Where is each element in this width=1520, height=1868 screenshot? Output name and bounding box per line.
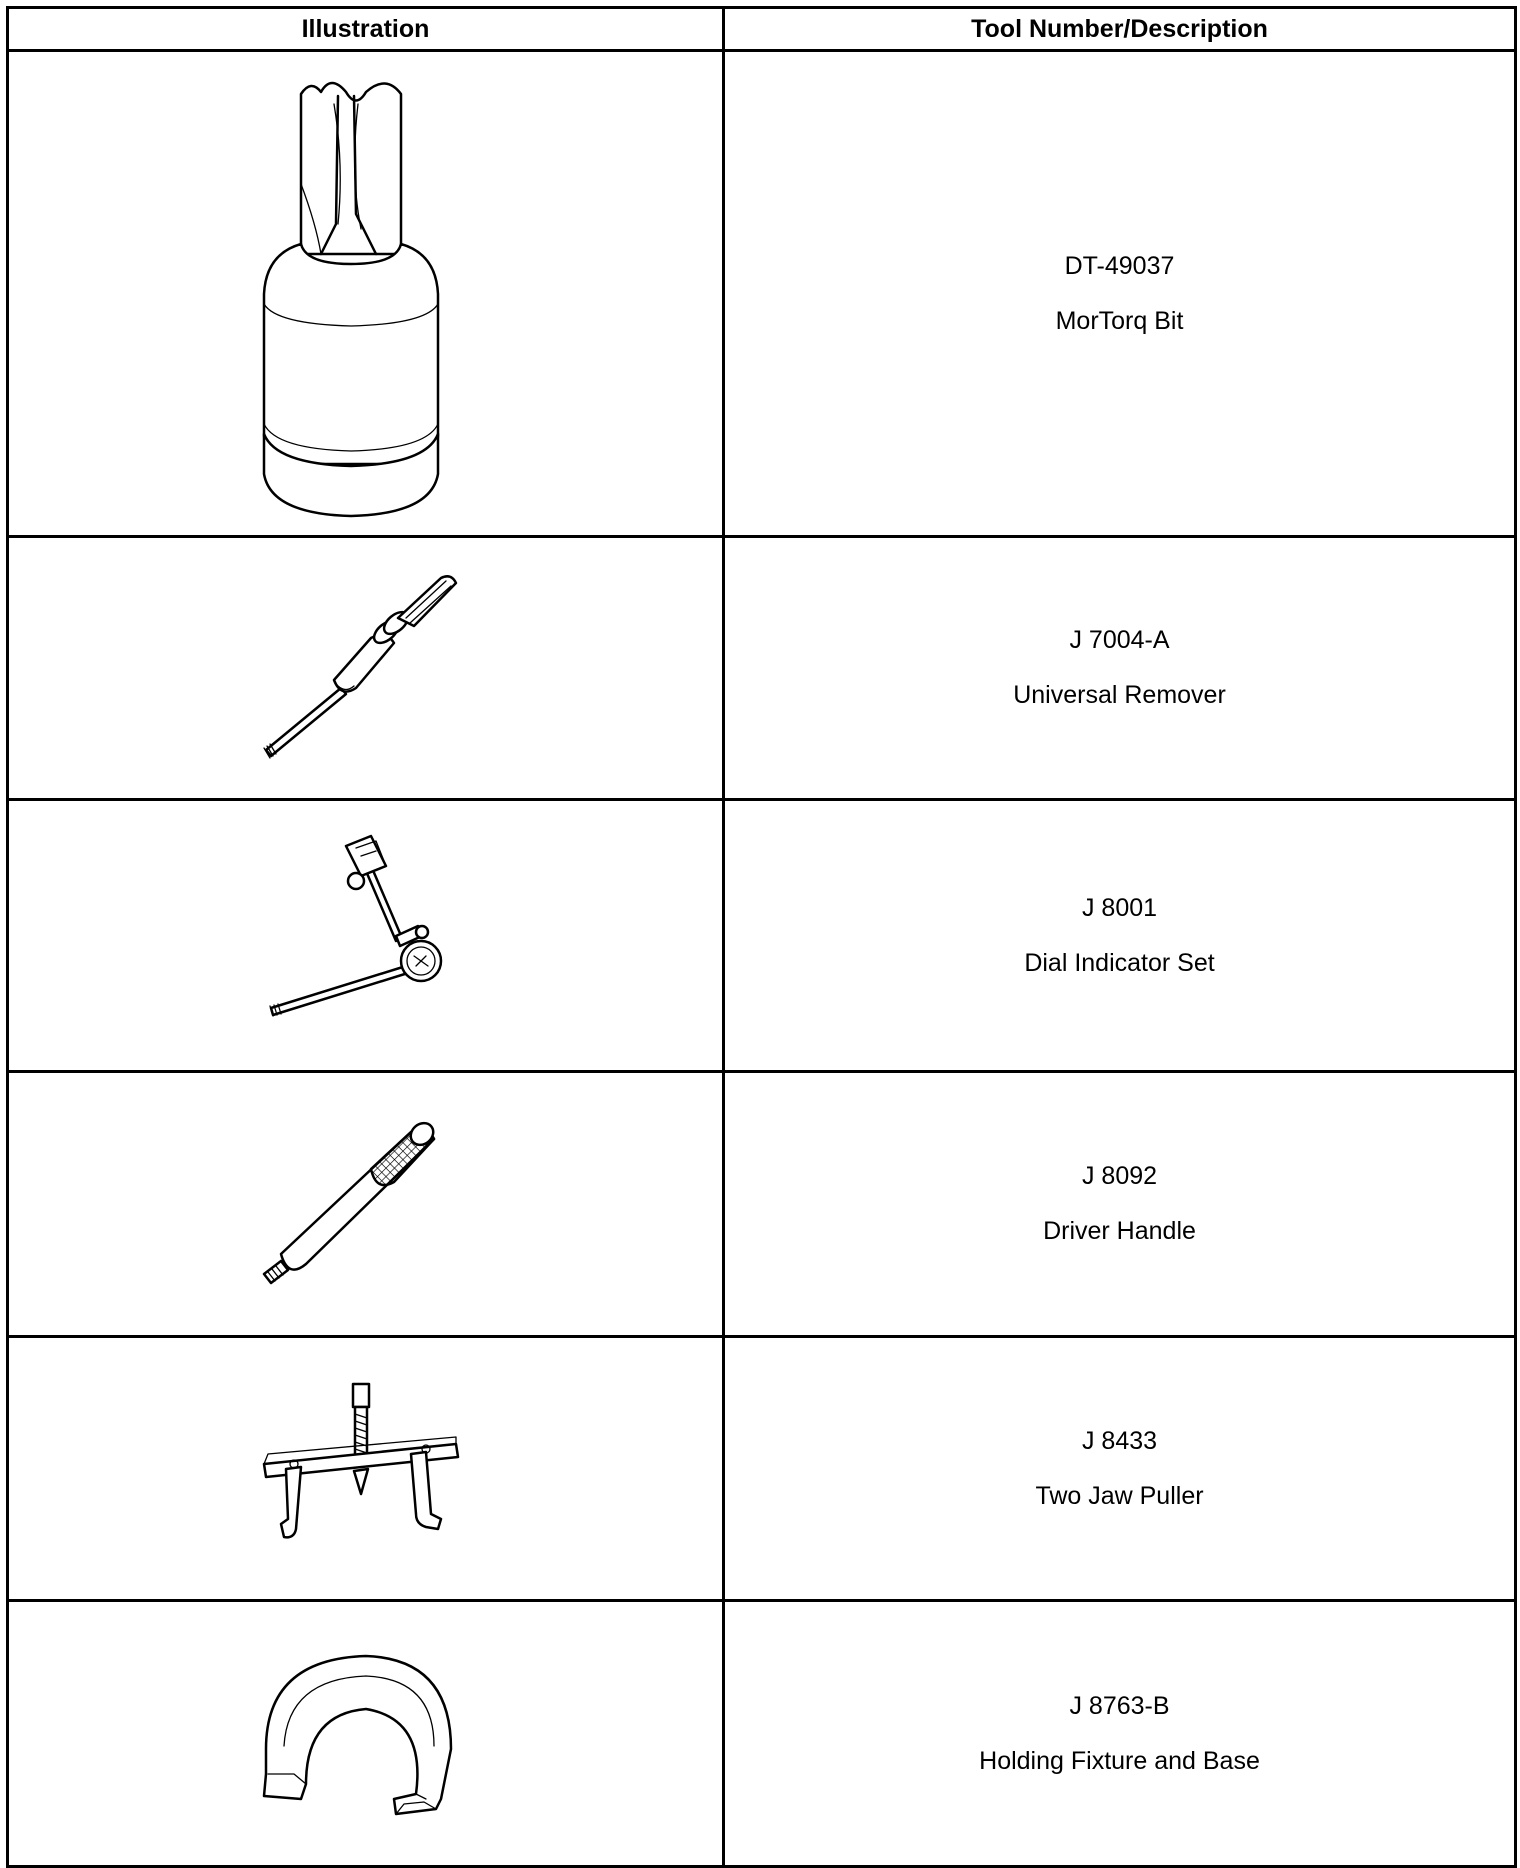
tool-header: Tool Number/Description	[724, 8, 1516, 51]
driver-handle-icon	[246, 1104, 486, 1304]
tool-description: MorTorq Bit	[1055, 306, 1184, 335]
description-cell	[724, 51, 1516, 537]
tool-description: Driver Handle	[1043, 1217, 1196, 1245]
table-row	[8, 1601, 1516, 1867]
description-cell	[724, 1072, 1516, 1337]
table-row	[8, 800, 1516, 1072]
tool-description: Dial Indicator Set	[1024, 948, 1215, 977]
tool-description: Two Jaw Puller	[1035, 1481, 1204, 1510]
tool-number: J 8092	[1081, 1162, 1158, 1190]
description-cell	[724, 800, 1516, 1072]
illustration-cell	[8, 51, 724, 537]
illustration-cell	[8, 1601, 724, 1867]
tool-description: Universal Remover	[1013, 681, 1226, 709]
universal-remover-icon	[246, 568, 486, 768]
table-row	[8, 537, 1516, 800]
dial-indicator-set-icon	[246, 826, 486, 1046]
table-row	[8, 1072, 1516, 1337]
illustration-cell	[8, 1337, 724, 1601]
illustration-cell	[8, 537, 724, 800]
tool-number: J 8763-B	[1069, 1691, 1170, 1720]
description-cell	[724, 1601, 1516, 1867]
tool-number: J 8433	[1081, 1426, 1158, 1455]
illustration-header: Illustration	[8, 8, 724, 51]
tool-number: J 7004-A	[1069, 626, 1170, 654]
table-row	[8, 51, 1516, 537]
table-row	[8, 1337, 1516, 1601]
tool-description: Holding Fixture and Base	[979, 1746, 1260, 1775]
tool-number: J 8001	[1081, 893, 1158, 922]
tool-number: DT-49037	[1064, 251, 1175, 280]
illustration-cell	[8, 1072, 724, 1337]
mortorq-bit-icon	[246, 64, 486, 524]
illustration-cell	[8, 800, 724, 1072]
tool-table	[6, 6, 1517, 1868]
header-row	[8, 8, 1516, 51]
holding-fixture-icon	[246, 1634, 486, 1834]
description-cell	[724, 537, 1516, 800]
two-jaw-puller-icon	[246, 1369, 486, 1569]
description-cell	[724, 1337, 1516, 1601]
